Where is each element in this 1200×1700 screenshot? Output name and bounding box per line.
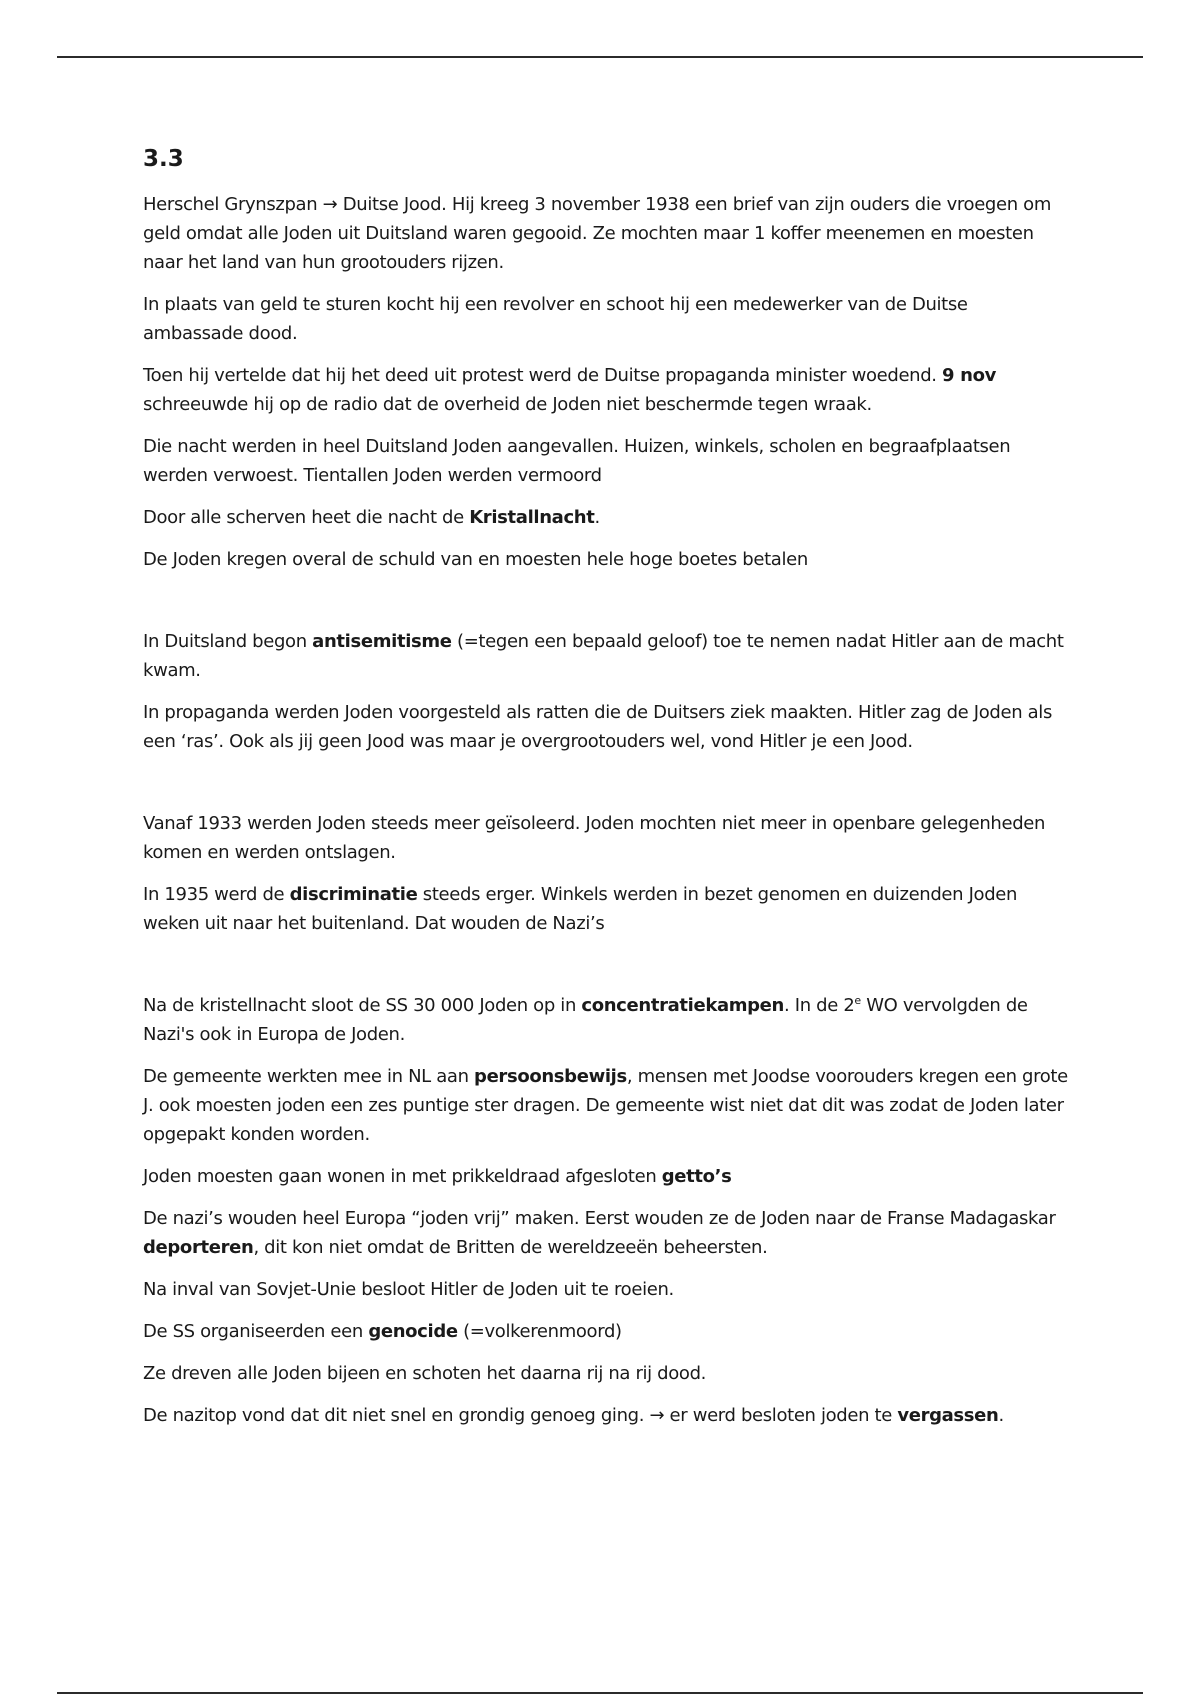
paragraph-text: Na de kristellnacht sloot de SS 30 000 Joden op in: [143, 995, 582, 1016]
document-body: [143, 142, 1073, 1443]
paragraph-text: De Joden kregen overal de schuld van en moesten hele hoge boetes betalen: [143, 549, 808, 570]
paragraph-text: . In de 2: [784, 995, 855, 1016]
bold-term: deporteren: [143, 1237, 254, 1258]
bold-term: vergassen: [897, 1405, 999, 1426]
paragraph-text: Vanaf 1933 werden Joden steeds meer geïsoleerd. Joden mochten niet meer in openbare gelegenheden komen en werden ontslagen.: [143, 813, 1046, 863]
paragraph-list: [143, 190, 1073, 1430]
paragraph: [143, 503, 1073, 532]
superscript: e: [854, 994, 861, 1007]
section-gap: [143, 769, 1073, 809]
paragraph: [143, 1317, 1073, 1346]
paragraph: [143, 698, 1073, 756]
paragraph-text: , dit kon niet omdat de Britten de wereldzeeën beheersten.: [253, 1237, 768, 1258]
paragraph: [143, 991, 1073, 1049]
paragraph-text: In 1935 werd de: [143, 884, 290, 905]
bold-term: 9 nov: [942, 365, 997, 386]
paragraph-text: Door alle scherven heet die nacht de: [143, 507, 470, 528]
bold-term: genocide: [368, 1321, 458, 1342]
paragraph-text: WO vervolgden de Nazi's ook in Europa de Joden.: [143, 995, 1028, 1045]
paragraph: [143, 1275, 1073, 1304]
paragraph-text: De SS organiseerden een: [143, 1321, 369, 1342]
footer-rule: [57, 1692, 1143, 1694]
paragraph: [143, 1162, 1073, 1191]
paragraph-text: steeds erger. Winkels werden in bezet genomen en duizenden Joden weken uit naar het buitenland. Dat wouden de Nazi’s: [143, 884, 1018, 934]
paragraph: [143, 1401, 1073, 1430]
paragraph-text: De nazitop vond dat dit niet snel en grondig genoeg ging. → er werd besloten joden te: [143, 1405, 898, 1426]
paragraph: [143, 809, 1073, 867]
section-gap: [143, 951, 1073, 991]
bold-term: concentratiekampen: [581, 995, 785, 1016]
paragraph: [143, 1062, 1073, 1149]
paragraph-text: In Duitsland begon: [143, 631, 313, 652]
paragraph-text: (=volkerenmoord): [457, 1321, 622, 1342]
paragraph-text: schreeuwde hij op de radio dat de overheid de Joden niet beschermde tegen wraak.: [143, 394, 872, 415]
paragraph-text: Herschel Grynszpan → Duitse Jood. Hij kreeg 3 november 1938 een brief van zijn ouders die vroegen om geld omdat alle Joden uit Duitsland waren gegooid. Ze mochten maar 1 koffer meenemen en moesten naar het land van hun grootouders rijzen.: [143, 194, 1052, 273]
paragraph-text: Na inval van Sovjet-Unie besloot Hitler de Joden uit te roeien.: [143, 1279, 674, 1300]
section-heading: 3.3: [143, 146, 184, 172]
paragraph-text: Die nacht werden in heel Duitsland Joden aangevallen. Huizen, winkels, scholen en begraafplaatsen werden verwoest. Tientallen Joden werden vermoord: [143, 436, 1011, 486]
paragraph-text: .: [594, 507, 600, 528]
paragraph-text: De gemeente werkten mee in NL aan: [143, 1066, 475, 1087]
paragraph-text: (=tegen een bepaald geloof) toe te nemen nadat Hitler aan de macht kwam.: [143, 631, 1064, 681]
header-rule: [57, 56, 1143, 58]
paragraph: [143, 627, 1073, 685]
bold-term: discriminatie: [289, 884, 418, 905]
paragraph-text: , mensen met Joodse voorouders kregen een grote J. ook moesten joden een zes puntige ster dragen. De gemeente wist niet dat dit was zodat de Joden later opgepakt konden worden.: [143, 1066, 1068, 1145]
bold-term: getto’s: [661, 1166, 732, 1187]
paragraph: [143, 1204, 1073, 1262]
paragraph-text: Joden moesten gaan wonen in met prikkeldraad afgesloten: [143, 1166, 662, 1187]
bold-term: antisemitisme: [312, 631, 452, 652]
paragraph-text: In plaats van geld te sturen kocht hij een revolver en schoot hij een medewerker van de Duitse ambassade dood.: [143, 294, 968, 344]
paragraph: [143, 432, 1073, 490]
paragraph: [143, 880, 1073, 938]
bold-term: Kristallnacht: [469, 507, 595, 528]
paragraph-text: In propaganda werden Joden voorgesteld als ratten die de Duitsers ziek maakten. Hitler zag de Joden als een ‘ras’. Ook als jij geen Jood was maar je overgrootouders wel, vond Hitler je een Jood.: [143, 702, 1052, 752]
paragraph-text: Toen hij vertelde dat hij het deed uit protest werd de Duitse propaganda minister woedend.: [143, 365, 943, 386]
paragraph: [143, 361, 1073, 419]
paragraph: [143, 290, 1073, 348]
paragraph-text: .: [998, 1405, 1004, 1426]
paragraph: [143, 545, 1073, 574]
paragraph-text: De nazi’s wouden heel Europa “joden vrij” maken. Eerst wouden ze de Joden naar de Franse Madagaskar: [143, 1208, 1056, 1229]
bold-term: persoonsbewijs: [474, 1066, 627, 1087]
section-gap: [143, 587, 1073, 627]
paragraph: [143, 190, 1073, 277]
paragraph: [143, 1359, 1073, 1388]
paragraph-text: Ze dreven alle Joden bijeen en schoten het daarna rij na rij dood.: [143, 1363, 707, 1384]
